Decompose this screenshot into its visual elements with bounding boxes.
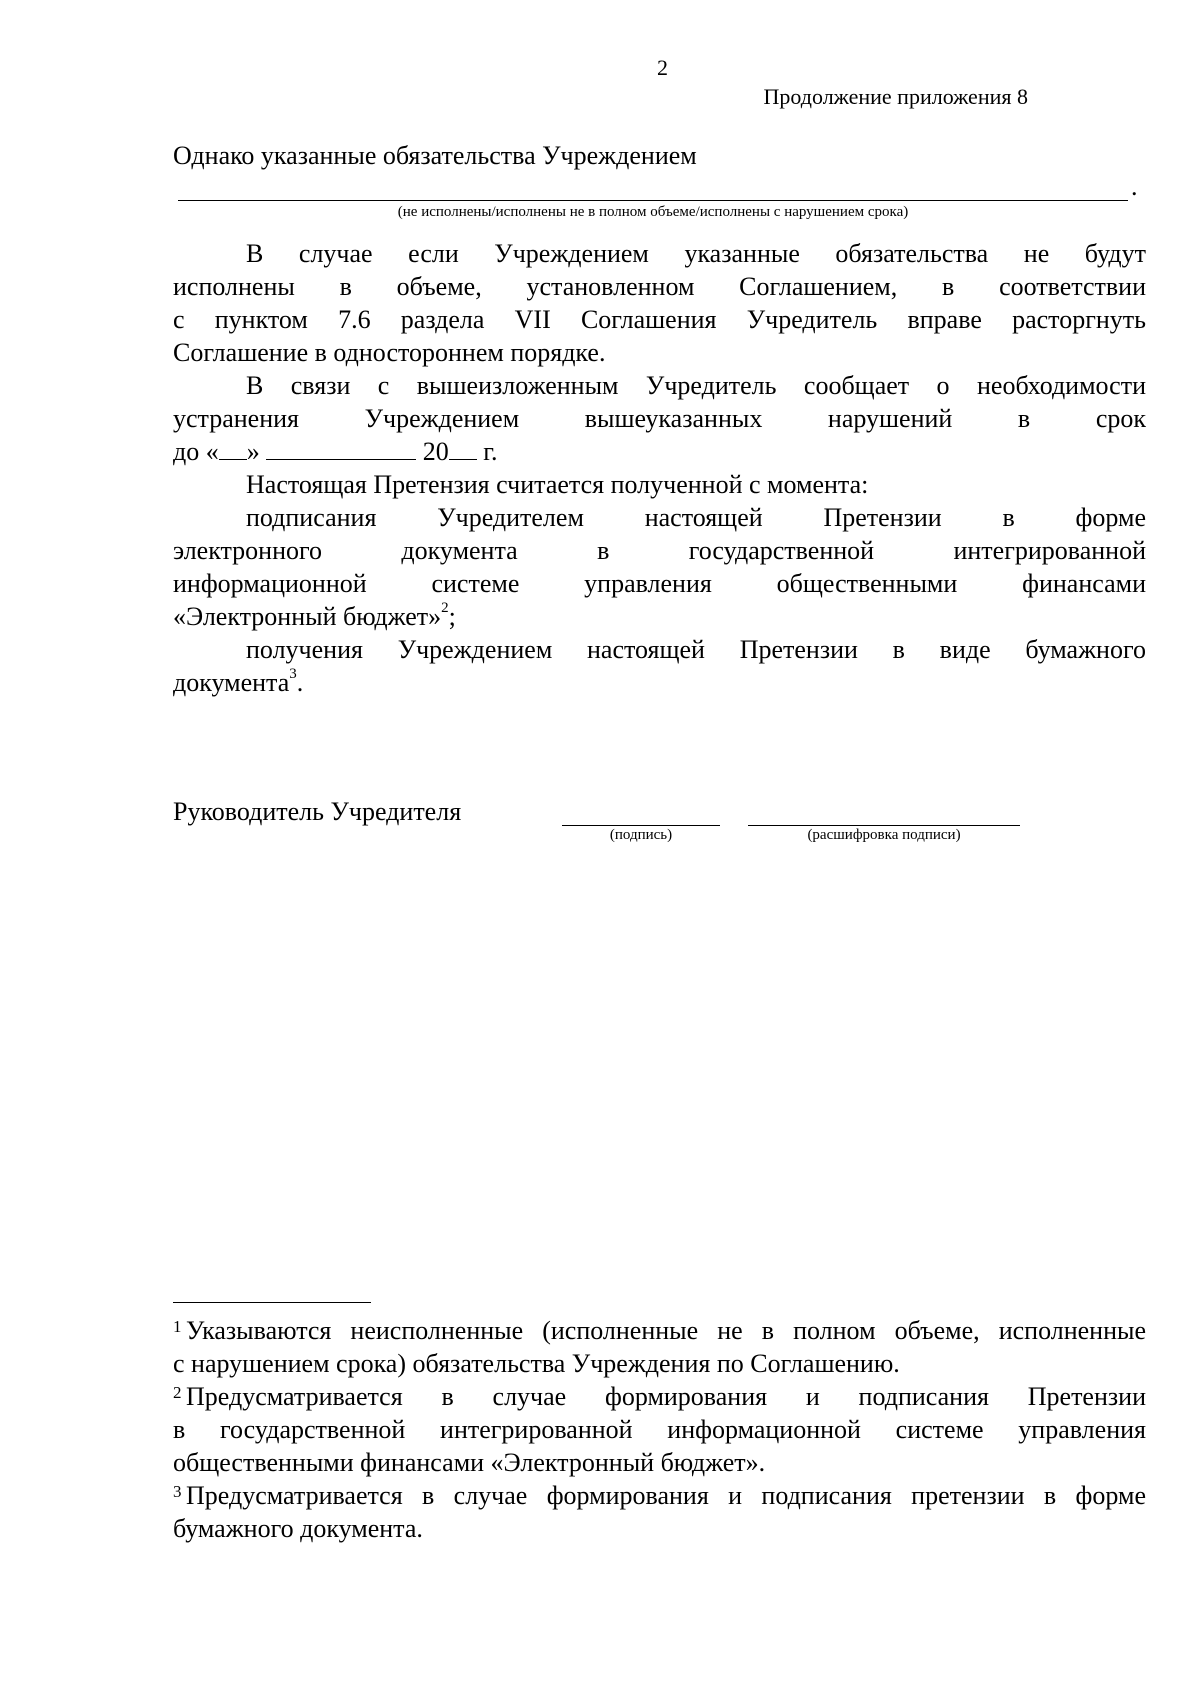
name-blank — [748, 800, 1020, 826]
footnote-ref-2: 2 — [441, 600, 449, 617]
para1-line2: исполнены в объеме, установленном Соглашением, в соответствии — [173, 272, 1146, 301]
footnote-2-text1: Предусматривается в случае формирования и подписания Претензии — [186, 1382, 1146, 1411]
para2-line1: В связи с вышеизложенным Учредитель сообщает о необходимости — [246, 371, 1146, 400]
footnote-3-line1 — [173, 1479, 1146, 1512]
intro-text: Однако указанные обязательства Учреждением — [173, 141, 697, 170]
obligation-status-hint: (не исполнены/исполнены не в полном объеме/исполнены с нарушением срока) — [397, 204, 909, 220]
footnote-1-line1 — [173, 1314, 1146, 1347]
para1-line3: с пунктом 7.6 раздела VII Соглашения Учредитель вправе расторгнуть — [173, 305, 1146, 334]
para4-line3: информационной системе управления общественными финансами — [173, 569, 1146, 598]
deadline-date — [173, 435, 497, 468]
date-suffix: г. — [476, 437, 498, 466]
page-number: 2 — [657, 55, 668, 80]
footnote-1 — [173, 1314, 1146, 1380]
para4-line2: электронного документа в государственной интегрированной — [173, 536, 1146, 565]
footnote-2-line1 — [173, 1380, 1146, 1413]
annex-title: Продолжение приложения 8 — [763, 84, 1028, 109]
date-quote-close: » — [246, 437, 260, 466]
signatory-label: Руководитель Учредителя — [173, 797, 462, 826]
para3: Настоящая Претензия считается полученной с момента: — [246, 470, 869, 499]
obligation-status-blank — [178, 170, 1128, 201]
para1-line4: Соглашение в одностороннем порядке. — [173, 338, 606, 367]
footnote-2-line3: общественными финансами «Электронный бюджет». — [173, 1448, 766, 1477]
month-blank — [266, 435, 416, 460]
date-prefix: до « — [173, 437, 219, 466]
para5-last-text: документа — [173, 668, 290, 697]
footnote-1-line2: с нарушением срока) обязательства Учреждения по Соглашению. — [173, 1349, 900, 1378]
para1-line1: В случае если Учреждением указанные обязательства не будут — [246, 239, 1146, 268]
signature-blank — [562, 800, 720, 826]
signature-hint: (подпись) — [609, 827, 673, 843]
para5-line2 — [173, 666, 303, 699]
para5-line1: получения Учреждением настоящей Претензии в виде бумажного — [246, 635, 1146, 664]
intro-end: . — [1131, 172, 1138, 201]
footnote-1-text1: Указываются неисполненные (исполненные не в полном объеме, исполненные — [186, 1316, 1146, 1345]
para2-line2: устранения Учреждением вышеуказанных нарушений в срок — [173, 404, 1146, 433]
para4-line1: подписания Учредителем настоящей Претензии в форме — [246, 503, 1146, 532]
footnote-1-number: 1 — [173, 1317, 182, 1336]
para5-end: . — [296, 668, 304, 697]
year-prefix: 20 — [422, 437, 449, 466]
name-hint: (расшифровка подписи) — [807, 827, 961, 843]
footnote-2-number: 2 — [173, 1383, 182, 1402]
para4-end: ; — [448, 602, 456, 631]
footnote-3 — [173, 1479, 1146, 1545]
year-blank — [449, 435, 477, 460]
day-blank — [219, 435, 247, 460]
footnote-2-line2: в государственной интегрированной информационной системе управления — [173, 1415, 1146, 1444]
footnote-3-line2: бумажного документа. — [173, 1514, 423, 1543]
footnote-2 — [173, 1380, 1146, 1479]
footnote-3-number: 3 — [173, 1482, 182, 1501]
footnote-separator — [173, 1302, 371, 1303]
para4-last-text: «Электронный бюджет» — [173, 602, 442, 631]
para4-line4 — [173, 600, 456, 633]
footnote-ref-3: 3 — [289, 666, 297, 683]
footnote-3-text1: Предусматривается в случае формирования и подписания претензии в форме — [186, 1481, 1146, 1510]
